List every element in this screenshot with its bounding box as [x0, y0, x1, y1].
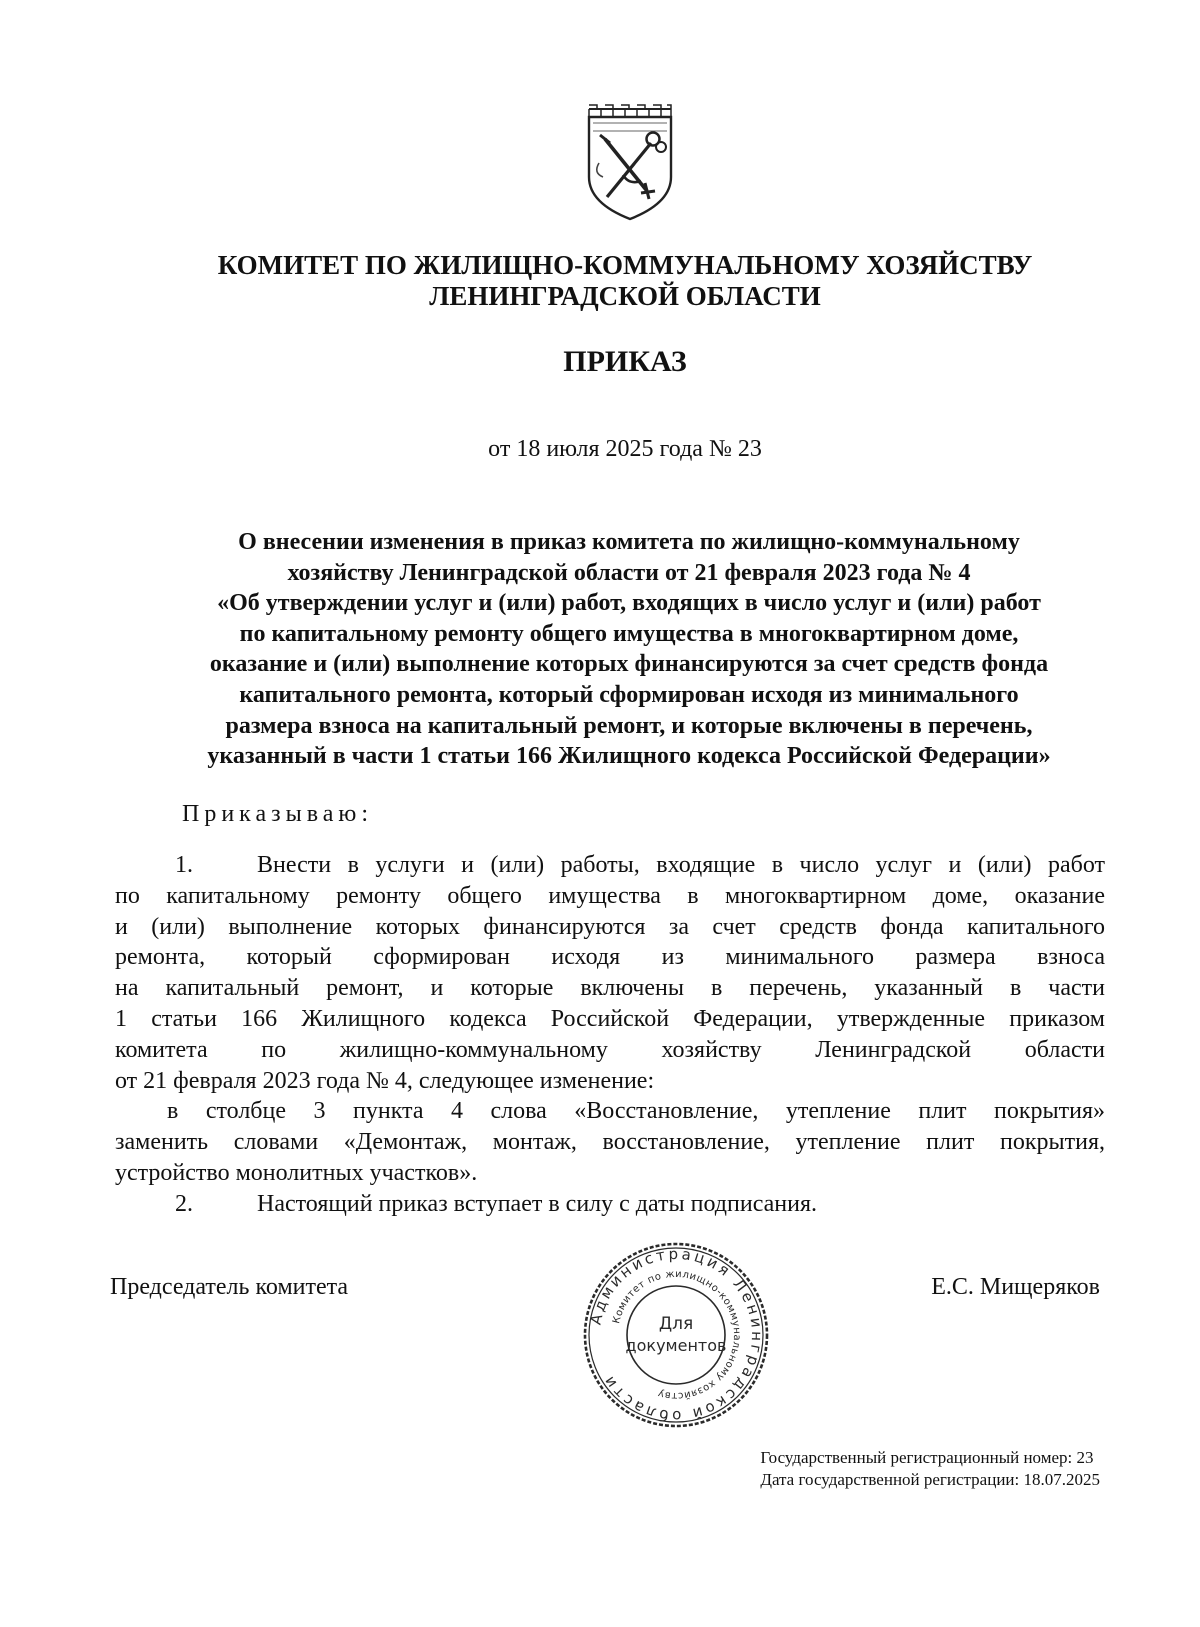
item-2-text: Настоящий приказ вступает в силу с даты подписания. — [257, 1190, 818, 1217]
subject-line: «Об утверждении услуг и (или) работ, входящих в число услуг и (или) работ — [217, 590, 1041, 617]
item-2-line — [115, 1189, 1105, 1220]
signatory-position: Председатель комитета — [110, 1274, 349, 1300]
order-date-number: от 18 июля 2025 года № 23 — [488, 436, 762, 462]
subject-line: указанный в части 1 статьи 166 Жилищного кодекса Российской Федерации» — [207, 743, 1051, 770]
stamp-center-line-2: документов — [625, 1336, 727, 1355]
item-1-line: 1 статьи 166 Жилищного кодекса Российской Федерации, утвержденные приказом — [115, 1005, 1105, 1032]
directive-word: Приказываю: — [182, 801, 373, 827]
organization-title — [100, 250, 1150, 312]
amendment-line: заменить словами «Демонтаж, монтаж, восстановление, утепление плит покрытия, — [115, 1129, 1105, 1156]
amendment-line: в столбце 3 пункта 4 слова «Восстановление, утепление плит покрытия» — [167, 1098, 1105, 1125]
item-1-line: по капитальному ремонту общего имущества в многоквартирном доме, оказание — [115, 882, 1105, 909]
registration-info — [760, 1447, 1100, 1491]
item-1-line: и (или) выполнение которых финансируются за счет средств фонда капитального — [115, 913, 1105, 940]
document-type-title: ПРИКАЗ — [563, 345, 687, 378]
organization-title-line-2: ЛЕНИНГРАДСКОЙ ОБЛАСТИ — [429, 281, 821, 311]
svg-text:Комитет по жилищно-коммунально — [611, 1269, 742, 1401]
registration-number: Государственный регистрационный номер: 23 — [760, 1448, 1094, 1467]
stamp-center-line-1: Для — [658, 1314, 694, 1334]
stamp-inner-text: Комитет по жилищно-коммунальному хозяйству — [611, 1268, 743, 1402]
subject-line: капитального ремонта, который сформирован исходя из минимального — [239, 681, 1019, 708]
official-stamp — [582, 1241, 770, 1429]
organization-title-line-1: КОМИТЕТ ПО ЖИЛИЩНО-КОММУНАЛЬНОМУ ХОЗЯЙСТВУ — [217, 250, 1033, 280]
subject-line: оказание и (или) выполнение которых финансируются за счет средств фонда — [209, 651, 1049, 678]
item-1-number: 1. — [175, 852, 193, 878]
order-subject — [128, 527, 1130, 772]
coat-of-arms-icon — [585, 103, 675, 221]
stamp-outer-text: Администрация Ленинградской области — [586, 1244, 767, 1426]
item-1-line — [115, 850, 1105, 881]
amendment-line: устройство монолитных участков». — [115, 1159, 478, 1186]
subject-line: хозяйству Ленинградской области от 21 февраля 2023 года № 4 — [287, 559, 971, 586]
registration-date: Дата государственной регистрации: 18.07.2025 — [760, 1470, 1100, 1489]
subject-line: по капитальному ремонту общего имущества в многоквартирном доме, — [239, 620, 1019, 647]
item-1-first-line: Внести в услуги и (или) работы, входящие в число услуг и (или) работ — [257, 852, 1105, 878]
item-1-line: от 21 февраля 2023 года № 4, следующее изменение: — [115, 1067, 655, 1094]
subject-line: размера взноса на капитальный ремонт, и которые включены в перечень, — [225, 712, 1033, 739]
item-1-line: ремонта, который сформирован исходя из минимального размера взноса — [115, 944, 1105, 971]
subject-line: О внесении изменения в приказ комитета по жилищно-коммунальному — [238, 529, 1020, 555]
order-body — [115, 850, 1105, 1220]
item-1-line: на капитальный ремонт, и которые включены в перечень, указанный в части — [115, 975, 1105, 1002]
signatory-name: Е.С. Мищеряков — [931, 1274, 1100, 1300]
item-2-number: 2. — [175, 1190, 193, 1217]
item-1-line: комитета по жилищно-коммунальному хозяйству Ленинградской области — [115, 1036, 1105, 1063]
